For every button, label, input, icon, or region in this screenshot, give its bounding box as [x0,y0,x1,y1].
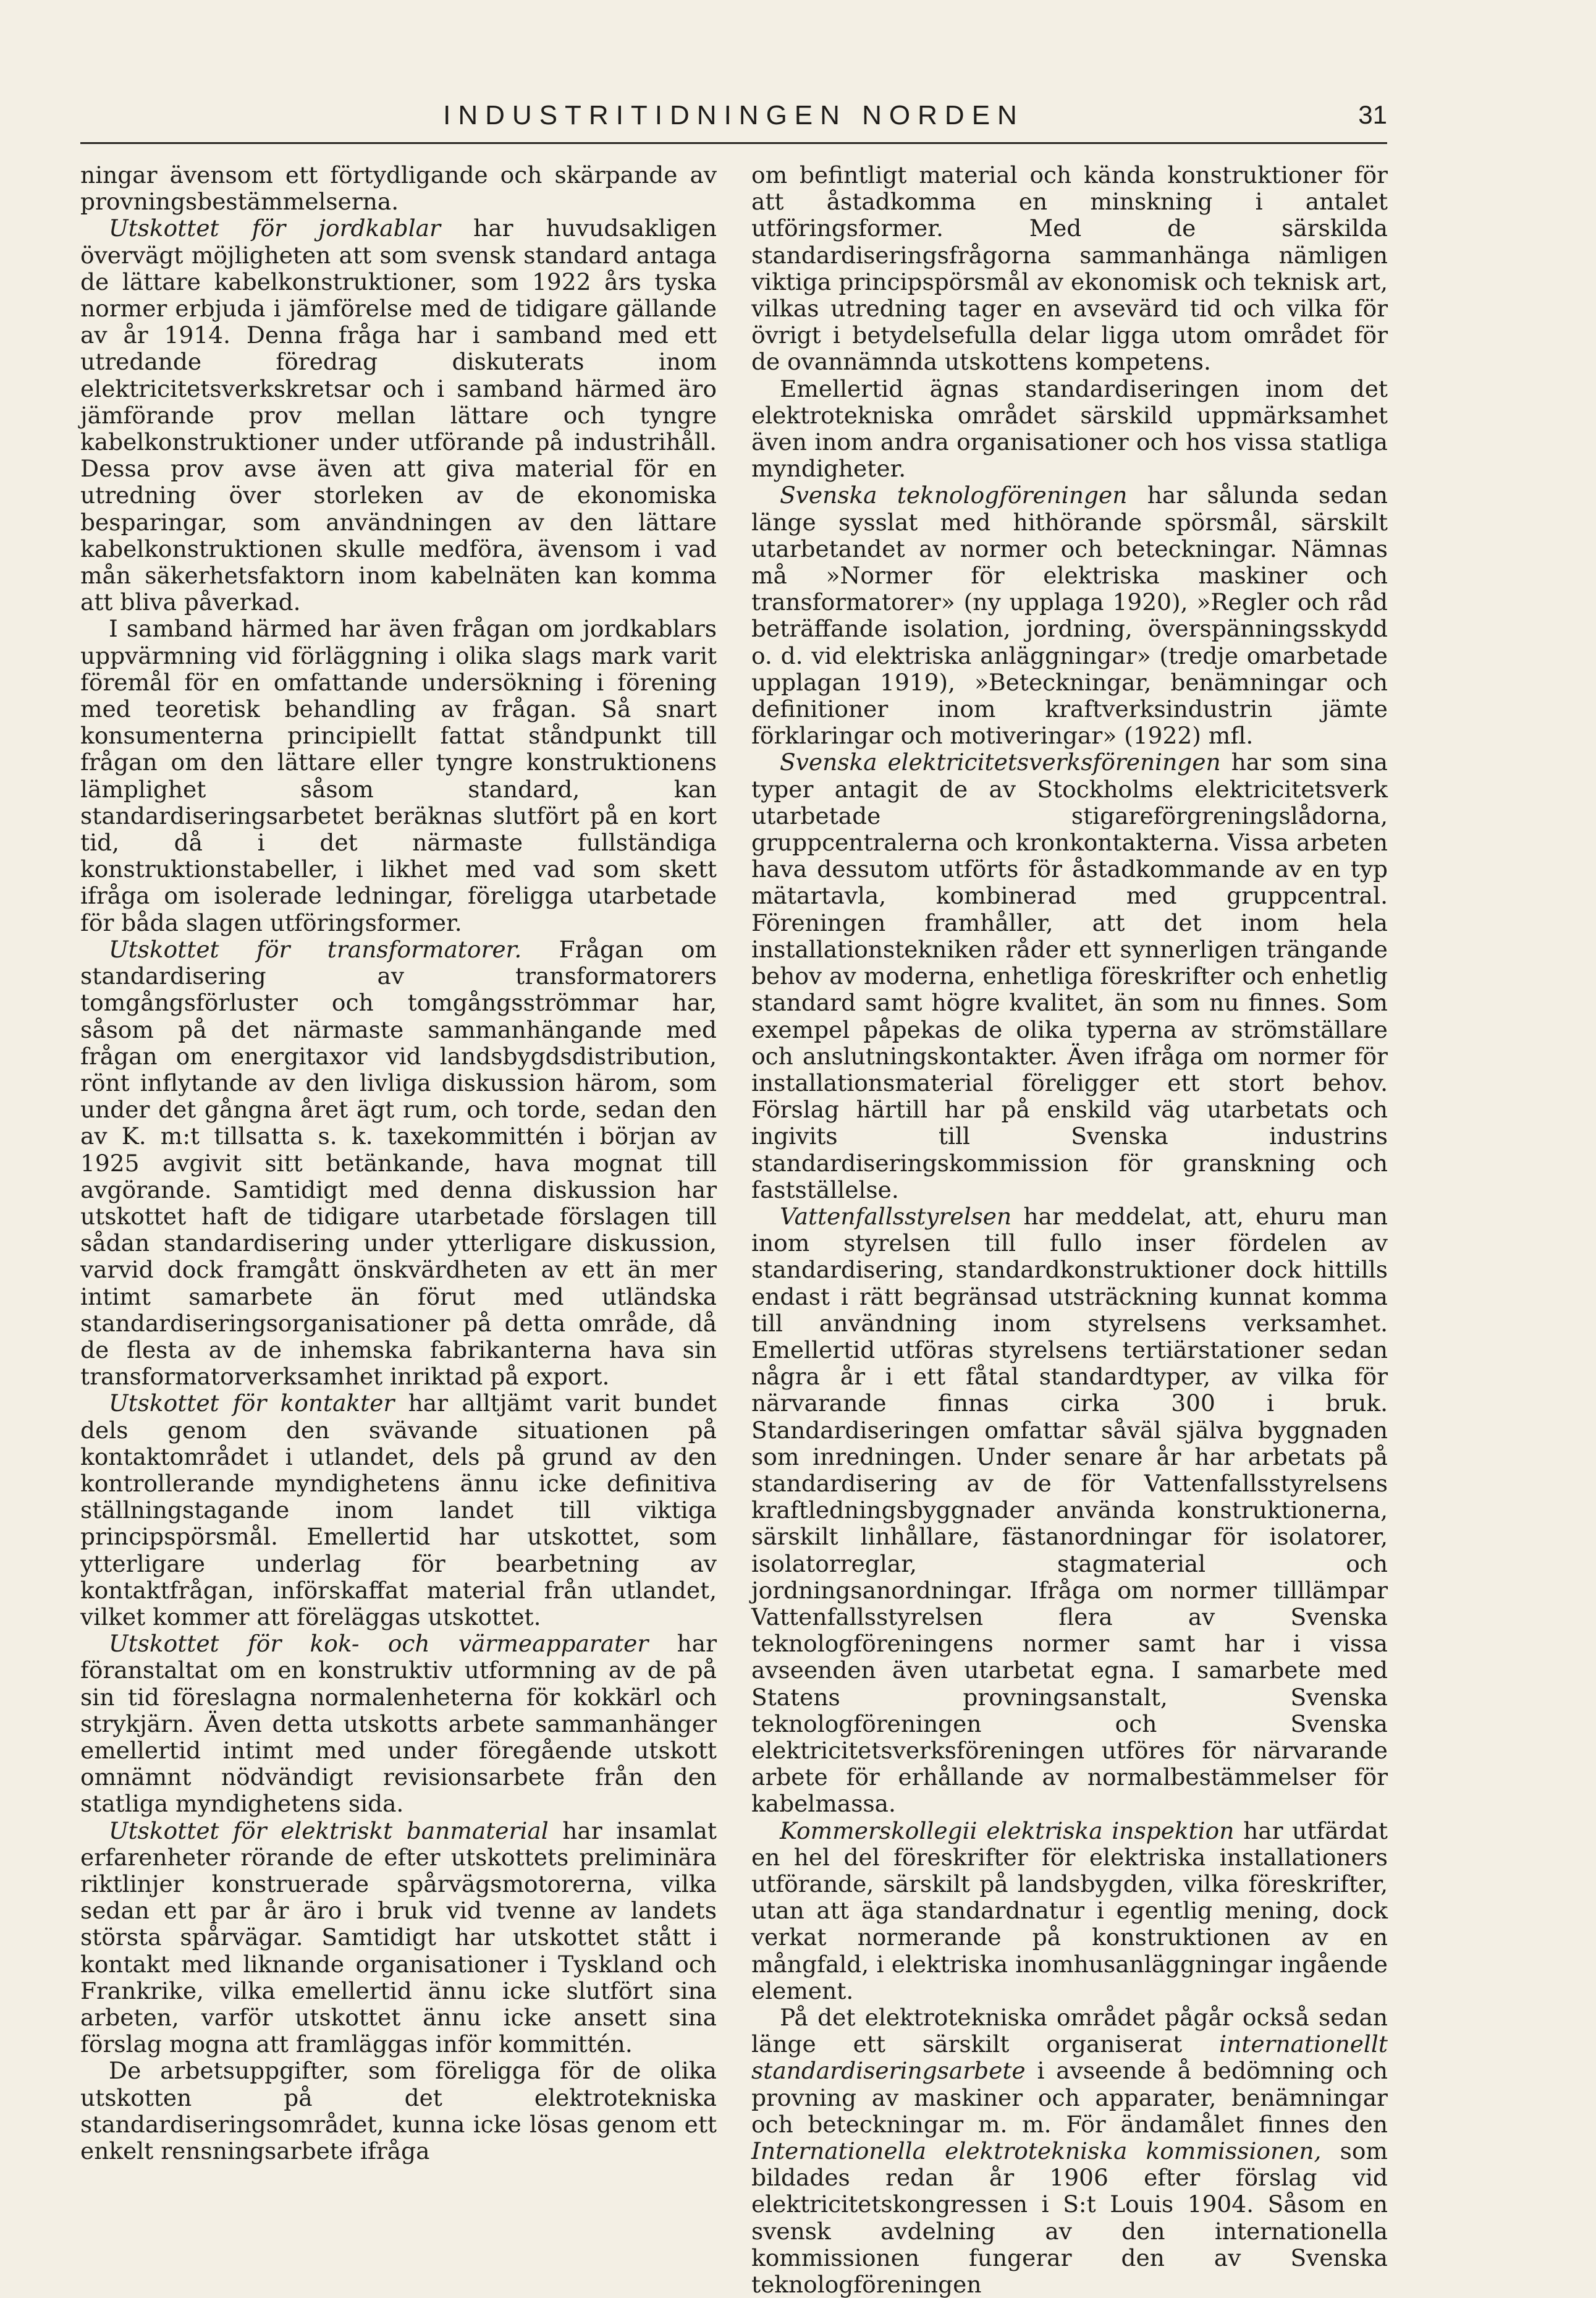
paragraph: om befintligt material och kända konstruktioner för att åstadkomma en minskning i antalet utföringsformer. Med de särskilda standardiseringsfrågorna sammanhänga nämligen viktiga principspörsmål av ekonomisk och teknisk art, vilkas utredning tager en avsevärd tid och vilka för övrigt i betydelsefulla delar ligga utom området för de ovannämnda utskottens kompetens. [751,161,1388,376]
section-lead: Vattenfallsstyrelsen [780,1202,1012,1230]
paragraph: Utskottet för jordkablar har huvudsakligen övervägt möjligheten att som svensk standard antaga de lättare kabelkonstruktioner, som 1922 års tyska normer erbjuda i jämförelse med de tidigare gällande av år 1914. Denna fråga har i samband med ett utredande föredrag diskuterats inom elektricitetsverkskretsar och i samband härmed äro jämförande prov mellan lättare och tyngre kabelkonstruktioner under utförande på industrihåll. Dessa prov avse även att giva material för en utredning över storleken av de ekonomiska besparingar, som användningen av den lättare kabelkonstruktionen skulle medföra, ävensom i vad mån säkerhetsfaktorn inom kabelnäten kan komma att bliva påverkad. [80,214,717,616]
left-column [80,162,717,2164]
page-number: 31 [1358,100,1387,129]
inline-emphasis: internationellt standardiseringsarbete [751,2030,1388,2085]
right-column [751,162,1388,2298]
paragraph: Utskottet för transformatorer. Frågan om standardisering av transformatorers tomgångsförluster och tomgångsströmmar har, såsom på det närmaste sammanhängande med frågan om energitaxor vid landsbygdsdistribution, rönt inflytande av den livliga diskussion härom, som under det gångna året ägt rum, och torde, sedan den av K. m:t tillsatta s. k. taxekommittén i början av 1925 avgivit sitt betänkande, hava mognat till avgörande. Samtidigt med denna diskussion har utskottet haft de tidigare utarbetade förslagen till sådan standardisering under ytterligare diskussion, varvid dock framgått önskvärdheten av ett än mer intimt samarbete än förut med utländska standardiseringsorganisationer på detta område, då de flesta av de inhemska fabrikanterna hava sin transformatorverksamhet inriktad på export. [80,935,717,1391]
paragraph: ningar ävensom ett förtydligande och skärpande av provningsbestämmelserna. [80,161,717,216]
paragraph: Vattenfallsstyrelsen har meddelat, att, ehuru man inom styrelsen till fullo inser fördelen av standardisering, standardkonstruktioner dock hittills endast i rätt begränsad utsträckning kunnat komma till användning inom styrelsens verksamhet. Emellertid utföras styrelsens tertiärstationer sedan några år i ett fåtal standardtyper, av vilka för närvarande finnas cirka 300 i bruk. Standardiseringen omfattar såväl själva byggnaden som inredningen. Under senare år har arbetats på standardisering av de för Vattenfallsstyrelsens kraftledningsbyggnader använda konstruktionerna, särskilt linhållare, fästanordningar för isolatorer, isolatorreglar, stagmaterial och jordningsanordningar. Ifråga om normer tilllämpar Vattenfallsstyrelsen flera av Svenska teknologföreningens normer samt har i vissa avseenden även utarbetat egna. I samarbete med Statens provningsanstalt, Svenska teknologföreningen och Svenska elektricitetsverksföreningen utföres för närvarande arbete för erhållande av normalbestämmelser för kabelmassa. [751,1202,1388,1818]
paragraph: Utskottet för kok- och värmeapparater har föranstaltat om en konstruktiv utformning av de på sin tid föreslagna normalenheterna för kokkärl och strykjärn. Även detta utskotts arbete sammanhänger emellertid intimt med under föregående utskott omnämnt nödvändigt revisionsarbete från den statliga myndighetens sida. [80,1630,717,1818]
inline-emphasis: Internationella elektrotekniska kommissionen, [751,2137,1322,2165]
paragraph: De arbetsuppgifter, som föreligga för de olika utskotten på det elektrotekniska standardiseringsområdet, kunna icke lösas genom ett enkelt rensningsarbete ifråga [80,2057,717,2165]
paragraph: Utskottet för elektriskt banmaterial har insamlat erfarenheter rörande de efter utskottets preliminära riktlinjer konstruerade spårvägsmotorerna, vilka sedan ett par år äro i bruk vid tvenne av landets största spårvägar. Samtidigt har utskottet stått i kontakt med liknande organisationer i Tyskland och Frankrike, vilka emellertid ännu icke slutfört sina arbeten, varför utskottet ännu icke ansett sina förslag mogna att framläggas inför kommittén. [80,1817,717,2058]
journal-title: INDUSTRITIDNINGEN NORDEN [443,100,1024,130]
section-lead: Svenska elektricitetsverksföreningen [780,748,1221,776]
paragraph: Svenska teknologföreningen har sålunda sedan länge sysslat med hithörande spörsmål, särskilt utarbetandet av normer och beteckningar. Nämnas må »Normer för elektriska maskiner och transformatorer» (ny upplaga 1920), »Regler och råd beträffande isolation, jordning, överspänningsskydd o. d. vid elektriska anläggningar» (tredje omarbetade upplagan 1919), »Beteckningar, benämningar och definitioner inom kraftverksindustrin jämte förklaringar och motiveringar» (1922) mfl. [751,481,1388,750]
paragraph: Svenska elektricitetsverksföreningen har som sina typer antagit de av Stockholms elektricitetsverk utarbetade stigareförgreningslådorna, gruppcentralerna och kronkontakterna. Vissa arbeten hava dessutom utförts för åstadkommande av en typ mätartavla, kombinerad med gruppcentral. Föreningen framhåller, att det inom hela installationstekniken råder ett synnerligen trängande behov av moderna, enhetliga föreskrifter och enhetlig standard samt högre kvalitet, än som nu finnes. Som exempel påpekas de olika typerna av strömställare och anslutningskontakter. Även ifråga om normer för installationsmaterial föreligger ett stort behov. Förslag härtill har på enskild väg utarbetats och ingivits till Svenska industrins standardiseringskommission för granskning och fastställelse. [751,748,1388,1203]
section-lead: Utskottet för transformatorer. [109,935,522,963]
section-lead: Utskottet för kok- och värmeapparater [109,1630,649,1658]
paragraph: På det elektrotekniska området pågår också sedan länge ett särskilt organiserat internationellt standardiseringsarbete i avseende å bedömning och provning av maskiner och apparater, benämningar och beteckningar m. m. För ändamålet finnes den Internationella elektrotekniska kommissionen, som bildades redan år 1906 efter förslag vid elektricitetskongressen i S:t Louis 1904. Såsom en svensk avdelning av den internationella kommissionen fungerar den av Svenska teknologföreningen [751,2004,1388,2298]
section-lead: Utskottet för jordkablar [109,214,441,242]
running-header [80,93,1387,144]
section-lead: Svenska teknologföreningen [780,481,1128,509]
paragraph: Kommerskollegii elektriska inspektion har utfärdat en hel del föreskrifter för elektriska installationers utförande, särskilt på landsbygden, vilka föreskrifter, utan att äga standardnatur i egentlig mening, dock verkat normerande på konstruktionen av en mångfald, i elektriska inomhusanläggningar ingående element. [751,1817,1388,2004]
paragraph: Utskottet för kontakter har alltjämt varit bundet dels genom den svävande situationen på kontaktområdet i utlandet, dels på grund av den kontrollerande myndighetens ännu icke definitiva ställningstagande inom landet till viktiga principspörsmål. Emellertid har utskottet, som ytterligare underlag för bearbetning av kontaktfrågan, införskaffat material från utlandet, vilket kommer att föreläggas utskottet. [80,1389,717,1630]
paragraph: I samband härmed har även frågan om jordkablars uppvärmning vid förläggning i olika slags mark varit föremål för en omfattande undersökning i förening med teoretisk behandling av frågan. Så snart konsumenterna principiellt fattat ståndpunkt till frågan om den lättare eller tyngre konstruktionens lämplighet såsom standard, kan standardiseringsarbetet beräknas slutfört på en kort tid, då i det närmaste fullständiga konstruktionstabeller, i likhet med vad som skett ifråga om isolerade ledningar, föreligga utarbetade för båda slagen utföringsformer. [80,615,717,936]
section-lead: Utskottet för kontakter [109,1389,395,1417]
section-lead: Kommerskollegii elektriska inspektion [780,1817,1235,1844]
paragraph: Emellertid ägnas standardiseringen inom det elektrotekniska området särskild uppmärksamhet även inom andra organisationer och hos vissa statliga myndigheter. [751,375,1388,483]
section-lead: Utskottet för elektriskt banmaterial [109,1817,549,1844]
